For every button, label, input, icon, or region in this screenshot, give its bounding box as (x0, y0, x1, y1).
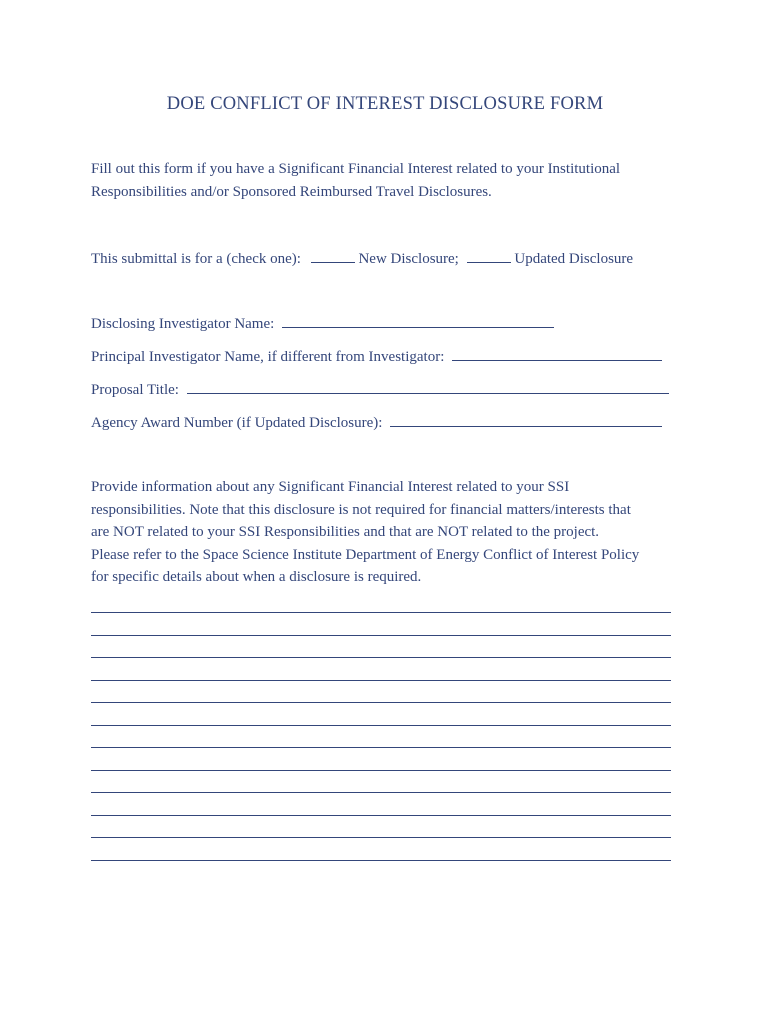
disclosing-investigator-field[interactable] (282, 313, 554, 328)
info-line: Please refer to the Space Science Institute Department of Energy Conflict of Interest Policy (91, 546, 640, 563)
new-disclosure-checkbox[interactable] (311, 248, 355, 263)
principal-investigator-field[interactable] (452, 346, 662, 361)
response-line[interactable] (91, 657, 671, 658)
disclosing-investigator-label: Disclosing Investigator Name: (91, 316, 275, 332)
proposal-title-field[interactable] (187, 379, 669, 394)
form-title: DOE CONFLICT OF INTEREST DISCLOSURE FORM (166, 94, 604, 114)
proposal-title-row (91, 379, 669, 400)
agency-award-row (91, 412, 662, 433)
updated-disclosure-label: Updated Disclosure (514, 251, 634, 267)
response-line[interactable] (91, 815, 671, 816)
response-line[interactable] (91, 612, 671, 613)
response-line[interactable] (91, 635, 671, 636)
info-line: responsibilities. Note that this disclosure is not required for financial matters/interests that (91, 501, 631, 518)
intro-paragraph (91, 158, 691, 203)
principal-investigator-label: Principal Investigator Name, if different from Investigator: (91, 349, 445, 365)
intro-line: Responsibilities and/or Sponsored Reimbursed Travel Disclosures. (91, 183, 492, 200)
agency-award-field[interactable] (390, 412, 662, 427)
intro-line: Fill out this form if you have a Significant Financial Interest related to your Institutional (91, 161, 621, 177)
response-line[interactable] (91, 747, 671, 748)
response-line[interactable] (91, 702, 671, 703)
info-line: Provide information about any Significant Financial Interest related to your SSI (91, 479, 570, 495)
principal-investigator-row (91, 346, 662, 367)
response-line[interactable] (91, 725, 671, 726)
info-line: for specific details about when a disclosure is required. (91, 569, 422, 585)
submittal-type-row (91, 248, 633, 269)
agency-award-label: Agency Award Number (if Updated Disclosure): (91, 415, 383, 431)
proposal-title-label: Proposal Title: (91, 382, 179, 398)
response-line[interactable] (91, 680, 671, 681)
new-disclosure-label: New Disclosure; (358, 251, 459, 267)
response-line[interactable] (91, 770, 671, 771)
submittal-label: This submittal is for a (check one): (91, 251, 301, 267)
info-paragraph (91, 476, 711, 589)
response-line[interactable] (91, 792, 671, 793)
response-line[interactable] (91, 837, 671, 838)
info-line: are NOT related to your SSI Responsibilities and that are NOT related to the project. (91, 524, 600, 540)
disclosing-investigator-row (91, 313, 554, 334)
response-line[interactable] (91, 860, 671, 861)
updated-disclosure-checkbox[interactable] (467, 248, 511, 263)
